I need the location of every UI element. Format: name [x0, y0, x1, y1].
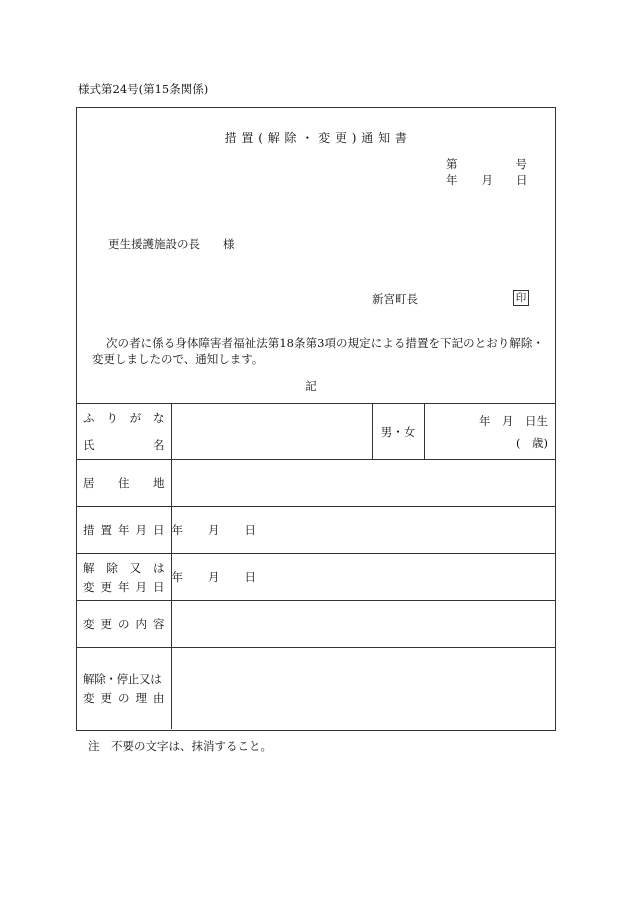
document-title: 措 置 ( 解 除 ・ 変 更 ) 通 知 書 [224, 131, 408, 145]
table-row [77, 460, 555, 507]
name-value-cell[interactable] [171, 404, 372, 460]
issue-month: 月 [481, 173, 493, 187]
reason-label-2: 変 更 の 理 由 [83, 690, 165, 705]
reason-label-1: 解除・停止又は [83, 671, 162, 686]
details-table [77, 403, 555, 729]
change-content-value-cell[interactable] [171, 601, 555, 648]
notice-form [76, 107, 556, 731]
issue-date [446, 175, 528, 187]
address-label: 居 住 地 [83, 476, 165, 490]
document-number [446, 159, 527, 171]
table-row [77, 507, 555, 554]
issue-year: 年 [446, 173, 458, 187]
reason-value-cell[interactable] [171, 648, 555, 729]
footnote: 注 不要の文字は、抹消すること。 [88, 739, 272, 753]
address-value-cell[interactable] [171, 460, 555, 507]
release-date-label-cell [77, 554, 171, 601]
release-date-label-2: 変 更 年 月 日 [83, 579, 165, 594]
table-row [77, 601, 555, 648]
reason-label-cell [77, 648, 171, 729]
name-label-cell [77, 404, 171, 460]
sex-cell[interactable]: 男・女 [372, 404, 424, 460]
age: ( 歳) [516, 435, 548, 450]
release-date-label-1: 解 除 又 は [83, 560, 165, 575]
measure-date-value-cell[interactable]: 年 月 日 [171, 507, 555, 554]
issue-day: 日 [516, 173, 528, 187]
notice-body: 次の者に係る身体障害者福祉法第18条第3項の規定による措置を下記のとおり解除・変更しましたので、通知します。 [92, 336, 544, 366]
number-suffix: 号 [515, 157, 527, 171]
birth-date: 年 月 日生 [479, 413, 548, 428]
seal-mark: 印 [513, 290, 529, 306]
furigana-label: ふ り が な [83, 411, 165, 425]
recipient: 更生援護施設の長 様 [108, 237, 235, 251]
change-content-label: 変 更 の 内 容 [83, 617, 165, 631]
name-label: 氏 名 [83, 438, 165, 452]
measure-date-label: 措 置 年 月 日 [83, 523, 165, 537]
change-content-label-cell [77, 601, 171, 648]
ki-heading: 記 [305, 379, 317, 393]
sender-mayor: 新宮町長 [372, 292, 418, 306]
measure-date-label-cell [77, 507, 171, 554]
table-row [77, 648, 555, 729]
form-label: 様式第24号(第15条関係) [78, 82, 209, 96]
number-prefix: 第 [446, 157, 458, 171]
release-date-value-cell[interactable]: 年 月 日 [171, 554, 555, 601]
table-row [77, 554, 555, 601]
table-row [77, 404, 555, 460]
birth-cell[interactable] [424, 404, 555, 460]
address-label-cell [77, 460, 171, 507]
